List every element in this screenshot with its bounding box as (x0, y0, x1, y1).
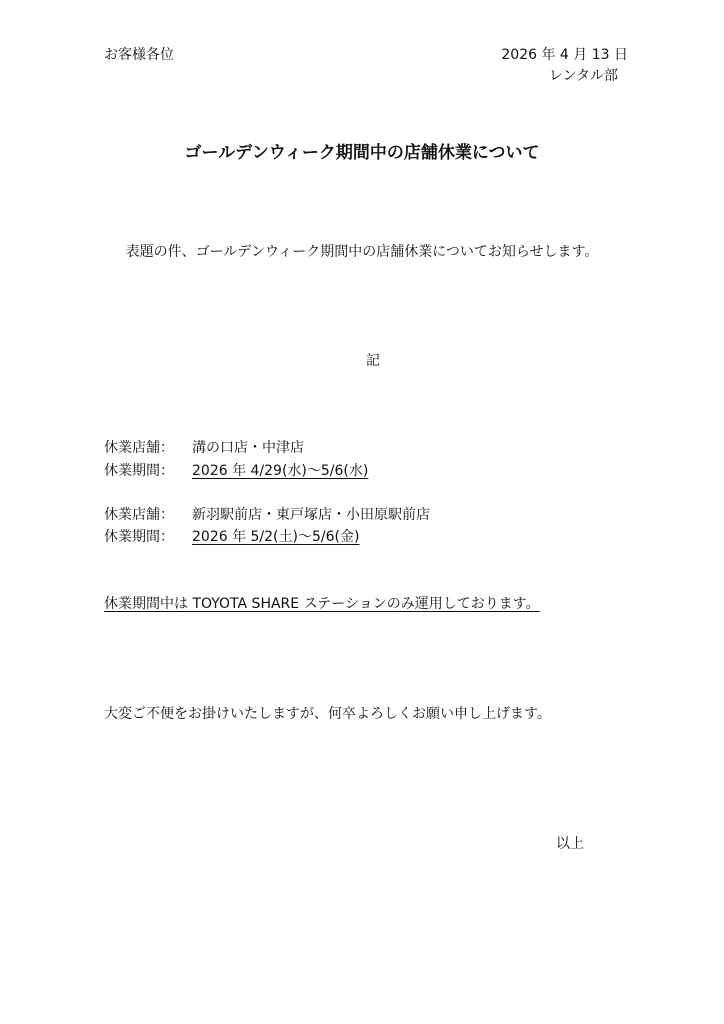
closing-text: 大変ご不便をお掛けいたしますが、何卒よろしくお願い申し上げます。 (104, 706, 551, 722)
stores-line (104, 508, 430, 522)
ijo-marker: 以上 (556, 836, 584, 852)
station-notice: 休業期間中は TOYOTA SHARE ステーションのみ運用しております。 (104, 596, 540, 612)
stores-value: 新羽駅前店・東戸塚店・小田原駅前店 (192, 507, 430, 523)
period-label: 休業期間： (104, 463, 174, 479)
ki-marker: 記 (366, 353, 380, 369)
period-label: 休業期間： (104, 529, 174, 545)
period-line (104, 464, 368, 478)
period-line (104, 530, 359, 544)
stores-value: 溝の口店・中津店 (192, 440, 304, 456)
stores-line (104, 441, 304, 455)
period-value: 2026 年 4/29(水)～5/6(水) (192, 463, 369, 479)
document-title: ゴールデンウィーク期間中の店舗休業について (184, 143, 540, 163)
period-value: 2026 年 5/2(土)～5/6(金) (192, 529, 360, 545)
intro-text: 表題の件、ゴールデンウィーク期間中の店舗休業についてお知らせします。 (125, 244, 599, 260)
department: レンタル部 (548, 68, 618, 84)
stores-label: 休業店舗： (104, 440, 174, 456)
document-date: 2026 年 4 月 13 日 (501, 47, 628, 63)
stores-label: 休業店舗： (104, 507, 174, 523)
recipient: お客様各位 (104, 47, 174, 63)
